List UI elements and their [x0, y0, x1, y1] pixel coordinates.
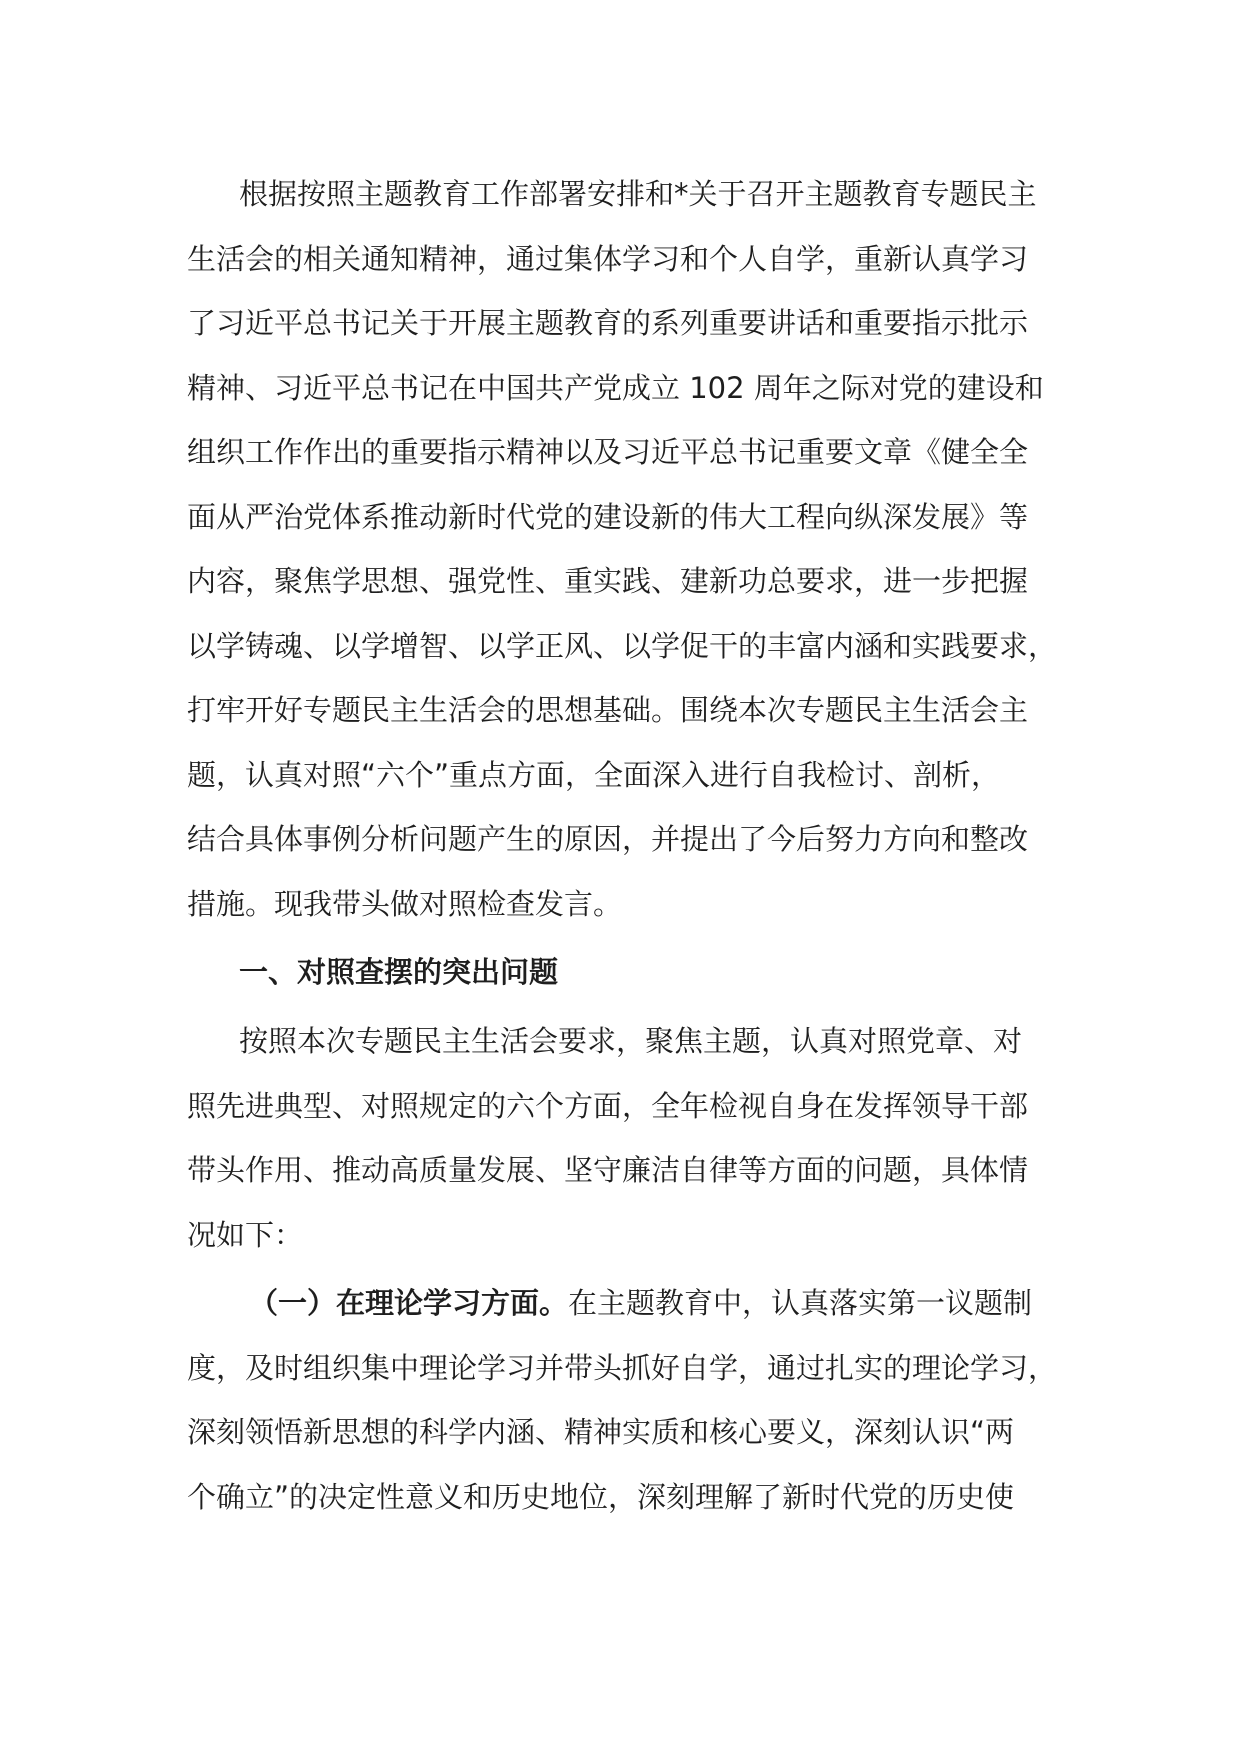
paragraph-line: 按照本次专题民主生活会要求，聚焦主题，认真对照党章、对 — [239, 1024, 1023, 1058]
paragraph-line: 生活会的相关通知精神，通过集体学习和个人自学，重新认真学习 — [187, 241, 1029, 276]
paragraph-line: 以学铸魂、以学增智、以学正风、以学促干的丰富内涵和实践要求， — [187, 628, 1058, 663]
paragraph-line: 打牢开好专题民主生活会的思想基础。围绕本次专题民主生活会主 — [187, 693, 1029, 727]
paragraph-line: 况如下： — [187, 1217, 304, 1252]
paragraph-line: 组织工作作出的重要指示精神以及习近平总书记重要文章《健全全 — [187, 435, 1029, 469]
paragraph-line: 结合具体事例分析问题产生的原因，并提出了今后努力方向和整改 — [187, 822, 1029, 856]
paragraph-line: 了习近平总书记关于开展主题教育的系列重要讲话和重要指示批示 — [187, 306, 1029, 340]
paragraph-line: 深刻领悟新思想的科学内涵、精神实质和核心要义，深刻认识“两 — [187, 1415, 1015, 1449]
paragraph-line: 题，认真对照“六个”重点方面，全面深入进行自我检讨、剖析， — [187, 757, 1001, 792]
paragraph-line: 内容，聚焦学思想、强党性、重实践、建新功总要求，进一步把握 — [187, 564, 1029, 598]
paragraph-line: 带头作用、推动高质量发展、坚守廉洁自律等方面的问题，具体情 — [187, 1153, 1029, 1187]
intro-paragraph — [187, 162, 1058, 936]
paragraph-line: 措施。现我带头做对照检查发言。 — [187, 886, 623, 921]
paragraph-line: 照先进典型、对照规定的六个方面，全年检视自身在发挥领导干部 — [187, 1088, 1029, 1123]
theory-study-paragraph — [187, 1271, 1058, 1529]
subsection-text: 在主题教育中，认真落实第一议题制 — [568, 1286, 1033, 1320]
section-heading: 一、对照查摆的突出问题 — [239, 955, 559, 989]
paragraph-line: 精神、习近平总书记在中国共产党成立 102 周年之际对党的建设和 — [187, 370, 1044, 405]
paragraph-line — [187, 1271, 1055, 1336]
paragraph-line: 根据按照主题教育工作部署安排和*关于召开主题教育专题民主 — [239, 177, 1037, 211]
paragraph-line: 度，及时组织集中理论学习并带头抓好自学，通过扎实的理论学习， — [187, 1350, 1058, 1385]
problems-paragraph — [187, 1009, 1055, 1267]
paragraph-line: 面从严治党体系推动新时代党的建设新的伟大工程向纵深发展》等 — [187, 499, 1029, 534]
subsection-title: （一）在理论学习方面。 — [249, 1286, 569, 1320]
document-body — [187, 162, 1058, 1529]
paragraph-line: 个确立”的决定性意义和历史地位，深刻理解了新时代党的历史使 — [187, 1479, 1015, 1514]
